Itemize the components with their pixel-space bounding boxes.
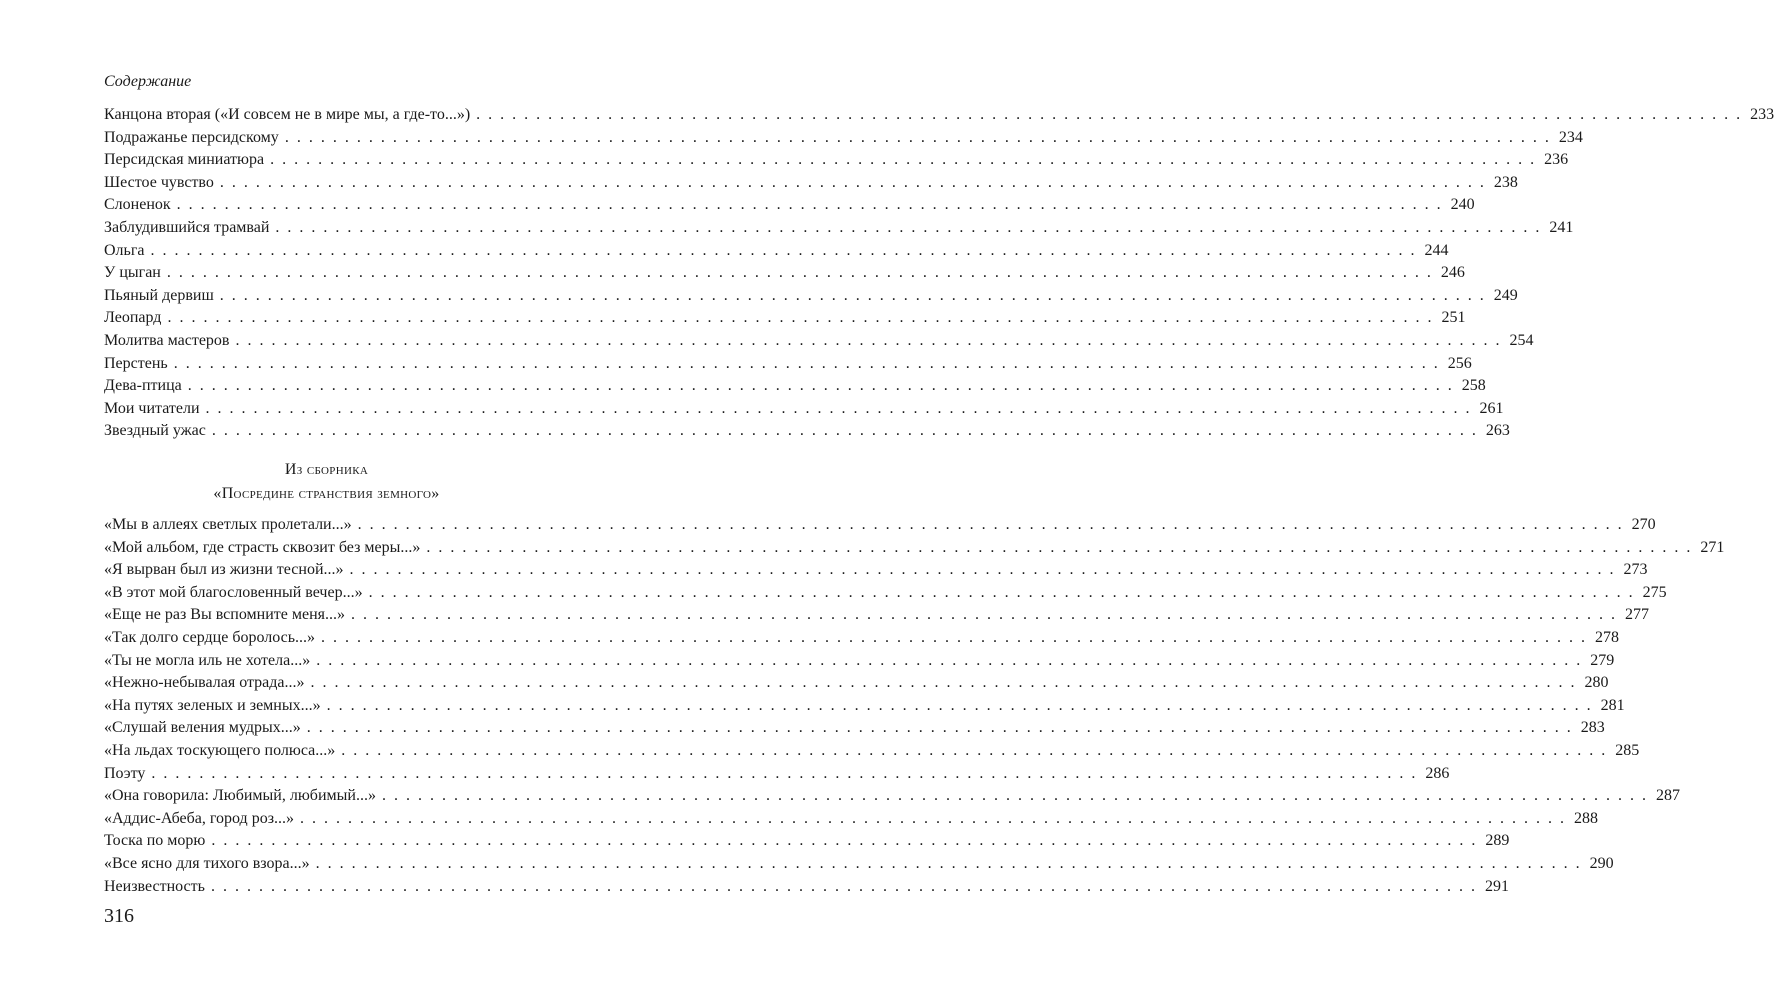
toc-entry bbox=[104, 307, 1466, 330]
toc-entry-page: 289 bbox=[1485, 832, 1510, 850]
toc-entry-title: Пьяный дервиш bbox=[104, 286, 214, 304]
toc-entry-title: «В этот мой благословенный вечер...» bbox=[104, 583, 363, 601]
toc-entry-title: Персидская миниатюра bbox=[104, 151, 265, 169]
toc-entry-page: 256 bbox=[1447, 354, 1472, 372]
page-number: 316 bbox=[104, 905, 134, 927]
toc-entry bbox=[104, 559, 1648, 582]
toc-entry bbox=[104, 785, 1680, 808]
toc-entry-page: 278 bbox=[1595, 628, 1620, 646]
toc-entry bbox=[104, 695, 1625, 718]
toc-entry bbox=[104, 717, 1605, 740]
toc-entry-title: «Мы в аллеях светлых пролетали...» bbox=[104, 516, 352, 533]
toc-entry-title: Молитва мастеров bbox=[104, 331, 230, 349]
toc-entry-title: «Ты не могла иль не хотела...» bbox=[104, 651, 311, 669]
toc-entry-title: Ольга bbox=[104, 241, 145, 259]
toc-entry-title: «На путях зеленых и земных...» bbox=[104, 696, 321, 714]
toc-entry-page: 233 bbox=[1750, 106, 1774, 123]
toc-entry bbox=[104, 375, 1486, 398]
dot-leader bbox=[151, 763, 1415, 786]
toc-list-top bbox=[104, 104, 1774, 443]
dot-leader bbox=[206, 398, 1470, 421]
toc-entry-page: 286 bbox=[1425, 764, 1450, 782]
toc-entry bbox=[104, 172, 1518, 195]
toc-entry-page: 283 bbox=[1580, 719, 1605, 737]
toc-entry-page: 244 bbox=[1424, 241, 1449, 259]
toc-entry bbox=[104, 537, 1725, 560]
dot-leader bbox=[341, 740, 1605, 763]
toc-entry-page: 275 bbox=[1642, 583, 1667, 601]
toc-entry bbox=[104, 330, 1534, 353]
dot-leader bbox=[316, 650, 1580, 673]
toc-entry-page: 261 bbox=[1479, 399, 1504, 417]
toc-entry bbox=[104, 627, 1620, 650]
toc-entry bbox=[104, 763, 1450, 786]
toc-entry-title: Звездный ужас bbox=[104, 422, 206, 440]
toc-entry-page: 249 bbox=[1493, 286, 1518, 304]
toc-entry-page: 238 bbox=[1493, 173, 1518, 191]
toc-entry bbox=[104, 830, 1510, 853]
toc-entry-title: «Мой альбом, где страсть сквозит без меры...» bbox=[104, 538, 421, 556]
toc-entry-title: Заблудившийся трамвай bbox=[104, 218, 270, 236]
dot-leader bbox=[270, 149, 1534, 172]
toc-entry-title: «Так долго сердце боролось...» bbox=[104, 628, 316, 646]
toc-entry-title: Мои читатели bbox=[104, 399, 200, 417]
dot-leader bbox=[220, 172, 1484, 195]
toc-entry-page: 285 bbox=[1615, 741, 1640, 759]
toc-entry bbox=[104, 876, 1509, 899]
toc-entry bbox=[104, 853, 1614, 876]
toc-entry bbox=[104, 217, 1574, 240]
toc-entry-title: Перстень bbox=[104, 354, 168, 372]
toc-entry bbox=[104, 353, 1472, 376]
toc-entry bbox=[104, 740, 1640, 763]
toc-entry-page: 263 bbox=[1485, 422, 1510, 440]
toc-entry-page: 281 bbox=[1600, 696, 1625, 714]
toc-entry bbox=[104, 240, 1449, 263]
toc-entry bbox=[104, 104, 1774, 127]
toc-entry-page: 273 bbox=[1623, 561, 1648, 579]
toc-entry bbox=[104, 604, 1650, 627]
toc-entry-title: Неизвестность bbox=[104, 877, 205, 895]
toc-entry-title: Тоска по морю bbox=[104, 832, 206, 850]
toc-entry-page: 240 bbox=[1450, 196, 1475, 214]
section-heading-line2: «Посредине странствия земного» bbox=[213, 485, 440, 502]
toc-entry-title: Леопард bbox=[104, 309, 162, 327]
dot-leader bbox=[151, 240, 1415, 263]
dot-leader bbox=[350, 559, 1614, 582]
dot-leader bbox=[275, 217, 1539, 240]
dot-leader bbox=[476, 104, 1740, 127]
toc-entry bbox=[104, 808, 1599, 831]
toc-entry-page: 279 bbox=[1590, 651, 1615, 669]
toc-entry-title: Слоненок bbox=[104, 196, 171, 214]
toc-entry-title: Дева-птица bbox=[104, 377, 182, 395]
toc-entry-page: 271 bbox=[1700, 538, 1725, 556]
toc-entry-page: 290 bbox=[1589, 854, 1614, 872]
toc-entry-page: 236 bbox=[1544, 151, 1569, 169]
toc-entry bbox=[104, 582, 1667, 605]
dot-leader bbox=[300, 808, 1564, 831]
toc-entry bbox=[104, 672, 1609, 695]
dot-leader bbox=[285, 127, 1549, 150]
toc-entry-title: «Она говорила: Любимый, любимый...» bbox=[104, 787, 376, 805]
toc-entry-page: 251 bbox=[1441, 309, 1466, 327]
toc-entry-title: У цыган bbox=[104, 264, 161, 282]
toc-entry-page: 280 bbox=[1584, 674, 1609, 692]
dot-leader bbox=[307, 717, 1571, 740]
toc-entry-title: Поэту bbox=[104, 764, 146, 782]
toc-entry-page: 258 bbox=[1461, 377, 1486, 395]
toc-entry-page: 254 bbox=[1509, 331, 1534, 349]
toc-entry-title: «На льдах тоскующего полюса...» bbox=[104, 741, 336, 759]
toc-entry-page: 234 bbox=[1558, 128, 1583, 146]
dot-leader bbox=[167, 307, 1431, 330]
toc-entry bbox=[104, 262, 1465, 285]
dot-leader bbox=[211, 876, 1475, 899]
dot-leader bbox=[358, 514, 1622, 537]
toc-entry-page: 246 bbox=[1440, 264, 1465, 282]
running-head: Содержание bbox=[104, 73, 192, 90]
dot-leader bbox=[177, 194, 1441, 217]
toc-entry bbox=[104, 149, 1569, 172]
toc-entry-title: Шестое чувство bbox=[104, 173, 214, 191]
dot-leader bbox=[351, 604, 1615, 627]
dot-leader bbox=[211, 830, 1475, 853]
dot-leader bbox=[174, 353, 1438, 376]
toc-list-bottom bbox=[104, 514, 1725, 898]
dot-leader bbox=[382, 785, 1646, 808]
toc-entry-title: «Слушай веления мудрых...» bbox=[104, 719, 301, 737]
dot-leader bbox=[311, 672, 1575, 695]
toc-entry-title: Подражанье персидскому bbox=[104, 128, 279, 146]
toc-entry-title: «Аддис-Абеба, город роз...» bbox=[104, 809, 295, 827]
toc-entry-page: 287 bbox=[1655, 787, 1680, 805]
toc-entry-page: 277 bbox=[1625, 606, 1650, 624]
toc-entry-page: 288 bbox=[1574, 809, 1599, 827]
toc-entry-title: «Все ясно для тихого взора...» bbox=[104, 854, 310, 872]
toc-entry-title: «Я вырван был из жизни тесной...» bbox=[104, 561, 344, 579]
toc-entry bbox=[104, 420, 1510, 443]
dot-leader bbox=[167, 262, 1431, 285]
dot-leader bbox=[316, 853, 1580, 876]
dot-leader bbox=[327, 695, 1591, 718]
dot-leader bbox=[212, 420, 1476, 443]
dot-leader bbox=[369, 582, 1633, 605]
toc-entry-page: 270 bbox=[1631, 516, 1656, 533]
toc-entry-page: 291 bbox=[1484, 877, 1509, 895]
toc-entry-page: 241 bbox=[1549, 218, 1574, 236]
toc-entry-title: «Нежно-небывалая отрада...» bbox=[104, 674, 305, 692]
dot-leader bbox=[321, 627, 1585, 650]
toc-entry bbox=[104, 514, 1656, 537]
toc-entry bbox=[104, 127, 1583, 150]
toc-entry bbox=[104, 398, 1504, 421]
dot-leader bbox=[188, 375, 1452, 398]
dot-leader bbox=[235, 330, 1499, 353]
toc-entry bbox=[104, 194, 1475, 217]
dot-leader bbox=[426, 537, 1690, 560]
section-heading-line1: Из сборника bbox=[284, 461, 369, 478]
toc-entry-title: Канцона вторая («И совсем не в мире мы, а где-то...») bbox=[104, 106, 471, 123]
dot-leader bbox=[220, 285, 1484, 308]
toc-entry bbox=[104, 285, 1518, 308]
toc-entry-title: «Еще не раз Вы вспомните меня...» bbox=[104, 606, 346, 624]
toc-entry bbox=[104, 650, 1615, 673]
